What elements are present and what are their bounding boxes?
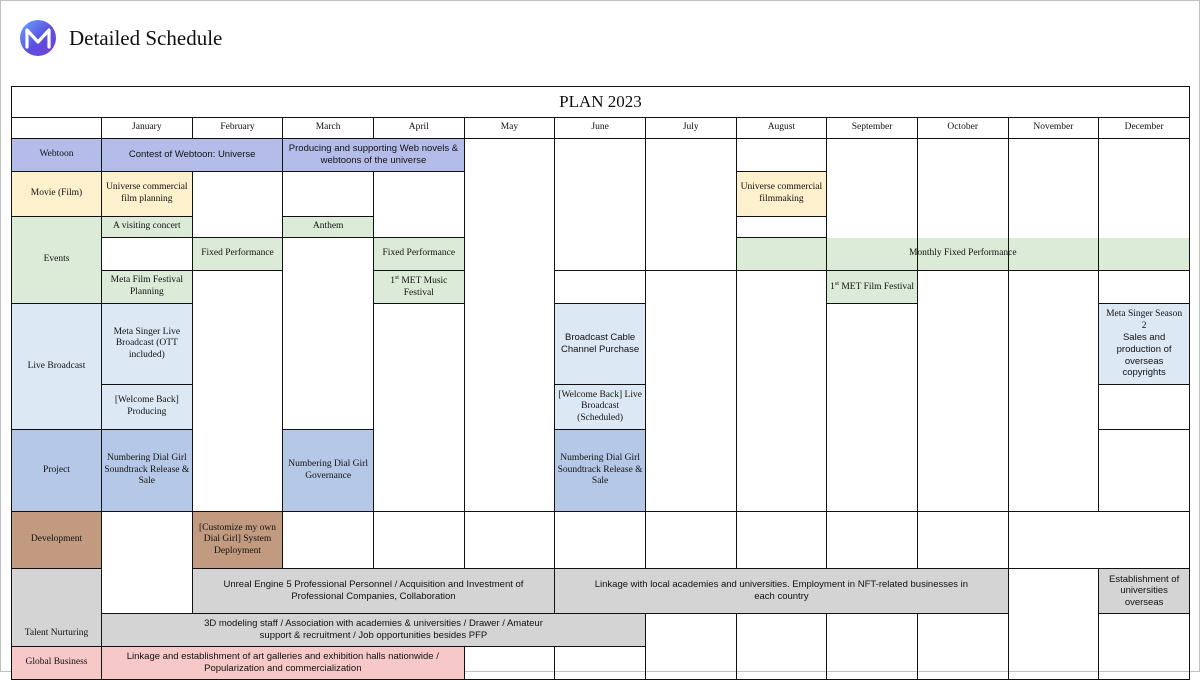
empty-cell [555,512,646,569]
page-header [20,18,222,58]
empty-cell [1099,614,1190,680]
fixed-performance-apr-cell: Fixed Performance [373,238,464,271]
empty-cell [373,172,464,238]
meta-singer-season2-cell [1099,304,1190,385]
visiting-concert-cell: A visiting concert [102,217,193,238]
project-may-cell: Numbering Dial Girl Soundtrack Release & Sale [555,430,646,512]
empty-cell [645,271,736,512]
movie-planning-cell: Universe commercial film planning [102,172,193,217]
month-header: April [373,118,464,139]
month-header: March [283,118,374,139]
global-linkage-cell: Linkage and establishment of art galleries and exhibition halls nationwide / Popularization and commercialization [102,647,465,680]
empty-cell [917,271,1008,512]
empty-cell [102,512,193,614]
month-header: December [1099,118,1190,139]
talent-3d-cell: 3D modeling staff / Association with academies & universities / Drawer / Amateur support & recruitment / Job opportunities besides PFP [102,614,646,647]
empty-cell [283,172,374,217]
header-corner [12,118,102,139]
schedule-table [11,86,1190,680]
empty-cell [283,512,374,569]
met-film-festival-cell: 1st MET Film Festival [827,271,918,304]
month-header: February [192,118,283,139]
row-label-global-business: Global Business [12,647,102,680]
empty-cell [736,512,827,569]
month-header: January [102,118,193,139]
empty-cell [1099,385,1190,430]
film-festival-planning-cell: Meta Film Festival Planning [102,271,193,304]
empty-cell [464,647,555,680]
project-mar-cell: Numbering Dial Girl Governance [283,430,374,512]
empty-cell [192,271,283,512]
welcome-back-producing-cell: [Welcome Back] Producing [102,385,193,430]
row-label-webtoon: Webtoon [12,139,102,172]
webtoon-support-cell: Producing and supporting Web novels & webtoons of the universe [283,139,464,172]
empty-cell [464,139,555,512]
empty-cell [827,512,918,569]
met-music-festival-cell: 1st MET Music Festival [373,271,464,304]
empty-cell [917,614,1008,680]
webtoon-contest-cell: Contest of Webtoon: Universe [102,139,283,172]
welcome-back-live-cell: [Welcome Back] Live Broadcast (Scheduled) [555,385,646,430]
empty-cell [827,304,918,512]
month-header: June [555,118,646,139]
empty-cell [555,139,646,271]
month-header: August [736,118,827,139]
row-label-talent-nurturing: Talent Nurturing [12,569,102,647]
talent-linkage-cell: Linkage with local academies and universities. Employment in NFT-related businesses in each country [555,569,1008,614]
empty-cell [645,139,736,271]
empty-cell [827,614,918,680]
empty-cell [1099,430,1190,512]
development-feb-cell: [Customize my own Dial Girl] System Deployment [192,512,283,569]
anthem-cell: Anthem [283,217,374,238]
month-header: May [464,118,555,139]
empty-cell [736,614,827,680]
project-jan-cell: Numbering Dial Girl Soundtrack Release & Sale [102,430,193,512]
empty-cell [1008,271,1099,512]
empty-cell [1099,271,1190,304]
row-label-project: Project [12,430,102,512]
empty-cell [555,271,646,304]
empty-cell [1008,569,1099,680]
empty-cell [373,512,464,569]
empty-cell [917,512,1008,569]
month-header: November [1008,118,1099,139]
meta-singer-live-cell: Meta Singer Live Broadcast (OTT included) [102,304,193,385]
empty-cell [736,271,827,512]
month-header-row [12,118,1190,139]
empty-cell [736,139,827,172]
empty-cell [555,647,646,680]
empty-cell [645,512,736,569]
row-label-movie: Movie (Film) [12,172,102,217]
m-logo-icon [20,20,56,56]
movie-making-cell: Universe commercial filmmaking [736,172,827,217]
empty-cell [283,238,374,430]
empty-cell [645,614,736,680]
talent-overseas-cell: Establishment of universities overseas [1099,569,1190,614]
page-title: Detailed Schedule [69,25,223,50]
empty-cell [373,304,464,512]
row-label-live-broadcast: Live Broadcast [12,304,102,430]
monthly-fixed-performance-cell: Monthly Fixed Performance [736,238,1189,271]
month-header: July [645,118,736,139]
row-label-development: Development [12,512,102,569]
broadcast-cable-cell: Broadcast Cable Channel Purchase [555,304,646,385]
meta-singer-season2-title: Meta Singer Season 2 [1106,309,1183,331]
empty-cell [464,512,555,569]
empty-cell [192,172,283,238]
empty-cell [736,217,827,238]
meta-singer-season2-body: Sales and production of overseas copyrights [1116,332,1172,379]
empty-cell [102,238,193,271]
plan-title: PLAN 2023 [12,87,1190,118]
talent-ue5-cell: Unreal Engine 5 Professional Personnel / Acquisition and Investment of Professional Companies, Collaboration [192,569,555,614]
row-label-events: Events [12,217,102,304]
month-header: September [827,118,918,139]
fixed-performance-feb-cell: Fixed Performance [192,238,283,271]
month-header: October [917,118,1008,139]
